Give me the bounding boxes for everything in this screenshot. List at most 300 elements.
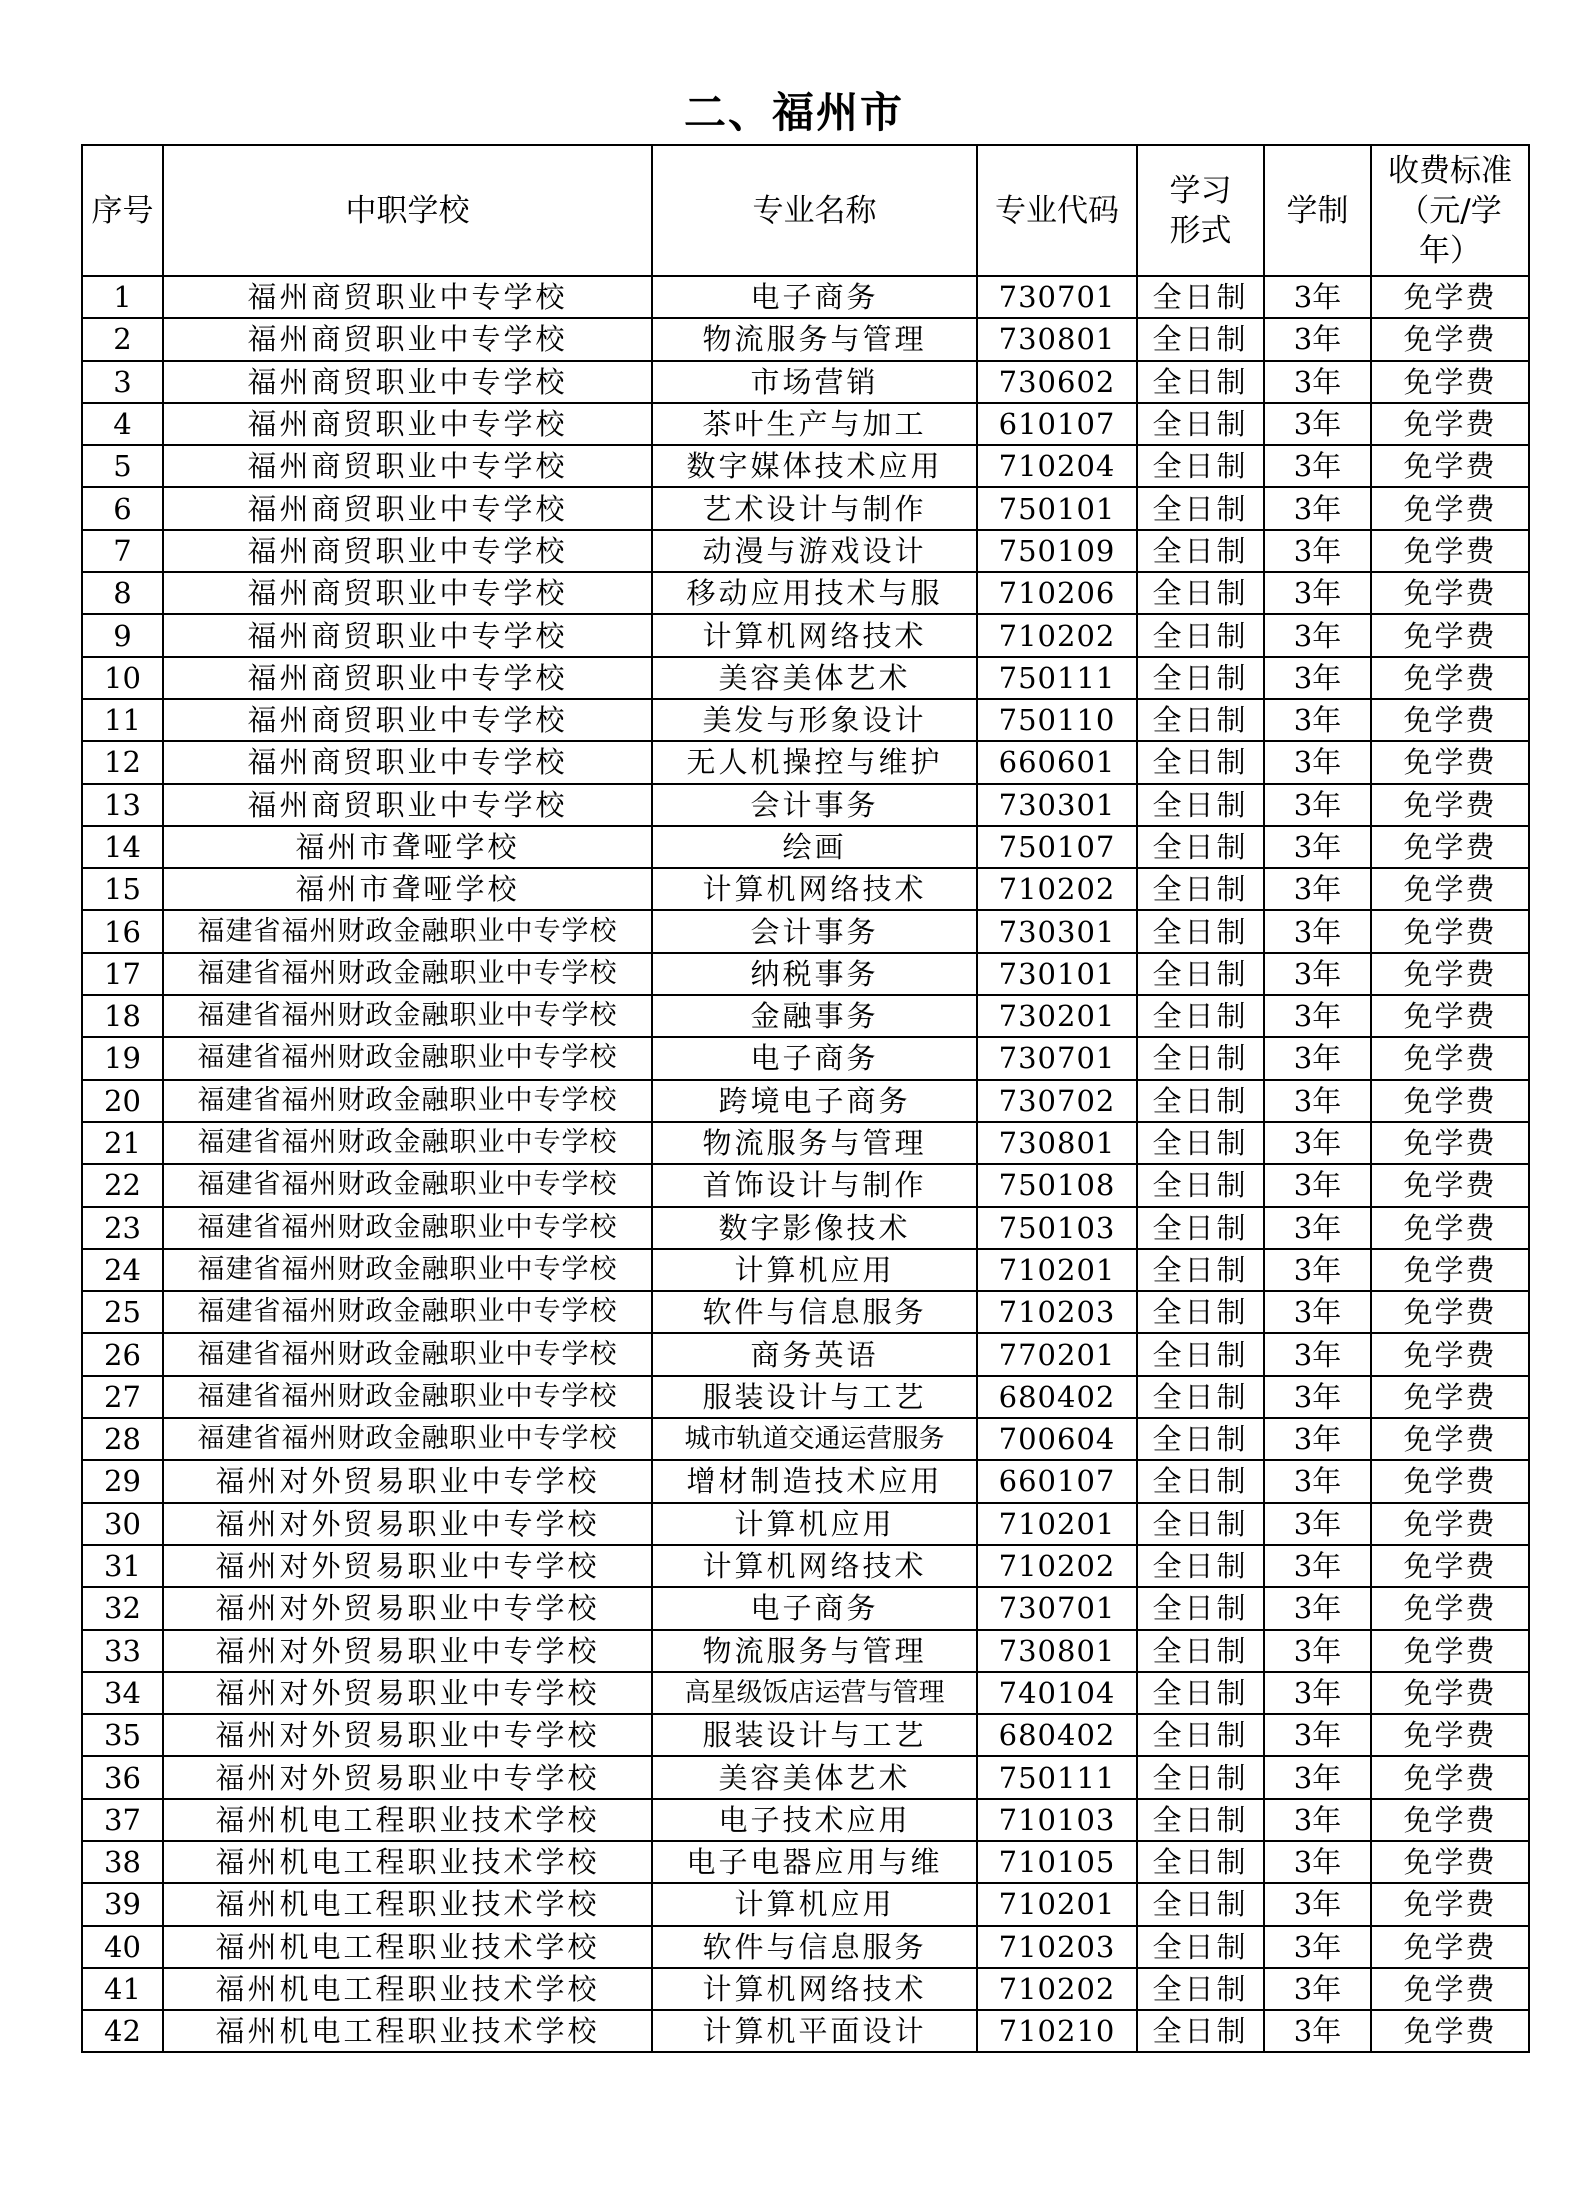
cell-major: 跨境电子商务 xyxy=(652,1080,977,1122)
cell-fee: 免学费 xyxy=(1371,276,1529,318)
cell-school: 福建省福州财政金融职业中专学校 xyxy=(163,995,652,1037)
cell-fee: 免学费 xyxy=(1371,1926,1529,1968)
cell-mode: 全日制 xyxy=(1137,445,1264,487)
table-row xyxy=(82,1545,1529,1587)
cell-major: 茶叶生产与加工 xyxy=(652,403,977,445)
cell-major: 服装设计与工艺 xyxy=(652,1376,977,1418)
table-row xyxy=(82,1799,1529,1841)
cell-years: 3年 xyxy=(1264,1164,1371,1206)
cell-fee: 免学费 xyxy=(1371,1630,1529,1672)
cell-no: 1 xyxy=(82,276,163,318)
cell-code: 750107 xyxy=(977,826,1137,868)
table-row xyxy=(82,572,1529,614)
table-row xyxy=(82,1164,1529,1206)
cell-mode: 全日制 xyxy=(1137,741,1264,783)
cell-mode: 全日制 xyxy=(1137,1714,1264,1756)
cell-fee: 免学费 xyxy=(1371,1122,1529,1164)
cell-major: 电子技术应用 xyxy=(652,1799,977,1841)
cell-code: 710204 xyxy=(977,445,1137,487)
table-row xyxy=(82,276,1529,318)
cell-mode: 全日制 xyxy=(1137,1249,1264,1291)
cell-no: 22 xyxy=(82,1164,163,1206)
cell-years: 3年 xyxy=(1264,1968,1371,2010)
table-row xyxy=(82,1333,1529,1375)
cell-fee: 免学费 xyxy=(1371,1460,1529,1502)
table-row xyxy=(82,1376,1529,1418)
cell-code: 730701 xyxy=(977,1587,1137,1629)
cell-years: 3年 xyxy=(1264,614,1371,656)
cell-school: 福州商贸职业中专学校 xyxy=(163,445,652,487)
cell-school: 福州市聋哑学校 xyxy=(163,826,652,868)
cell-years: 3年 xyxy=(1264,1503,1371,1545)
cell-years: 3年 xyxy=(1264,1037,1371,1079)
cell-fee: 免学费 xyxy=(1371,1037,1529,1079)
cell-major: 增材制造技术应用 xyxy=(652,1460,977,1502)
cell-school: 福建省福州财政金融职业中专学校 xyxy=(163,1037,652,1079)
cell-code: 610107 xyxy=(977,403,1137,445)
table-row xyxy=(82,1672,1529,1714)
cell-fee: 免学费 xyxy=(1371,614,1529,656)
cell-major: 城市轨道交通运营服务 xyxy=(652,1418,977,1460)
cell-mode: 全日制 xyxy=(1137,1080,1264,1122)
cell-school: 福州机电工程职业技术学校 xyxy=(163,1883,652,1925)
cell-mode: 全日制 xyxy=(1137,2010,1264,2052)
cell-years: 3年 xyxy=(1264,445,1371,487)
cell-major: 计算机网络技术 xyxy=(652,614,977,656)
cell-no: 21 xyxy=(82,1122,163,1164)
cell-school: 福州对外贸易职业中专学校 xyxy=(163,1756,652,1798)
cell-fee: 免学费 xyxy=(1371,530,1529,572)
table-row xyxy=(82,741,1529,783)
header-major: 专业名称 xyxy=(652,145,977,276)
page-title: 二、福州市 xyxy=(683,88,904,137)
cell-fee: 免学费 xyxy=(1371,1841,1529,1883)
cell-mode: 全日制 xyxy=(1137,657,1264,699)
table-row xyxy=(82,1587,1529,1629)
cell-no: 37 xyxy=(82,1799,163,1841)
cell-major: 电子电器应用与维 xyxy=(652,1841,977,1883)
cell-school: 福建省福州财政金融职业中专学校 xyxy=(163,953,652,995)
cell-major: 动漫与游戏设计 xyxy=(652,530,977,572)
cell-no: 10 xyxy=(82,657,163,699)
cell-no: 6 xyxy=(82,487,163,529)
table-row xyxy=(82,1418,1529,1460)
cell-fee: 免学费 xyxy=(1371,572,1529,614)
cell-mode: 全日制 xyxy=(1137,1460,1264,1502)
cell-code: 750101 xyxy=(977,487,1137,529)
cell-code: 750109 xyxy=(977,530,1137,572)
cell-no: 19 xyxy=(82,1037,163,1079)
cell-code: 750110 xyxy=(977,699,1137,741)
cell-years: 3年 xyxy=(1264,657,1371,699)
cell-major: 计算机平面设计 xyxy=(652,2010,977,2052)
cell-years: 3年 xyxy=(1264,995,1371,1037)
cell-mode: 全日制 xyxy=(1137,1207,1264,1249)
cell-no: 18 xyxy=(82,995,163,1037)
table-row xyxy=(82,995,1529,1037)
cell-major: 市场营销 xyxy=(652,361,977,403)
cell-no: 24 xyxy=(82,1249,163,1291)
cell-years: 3年 xyxy=(1264,1545,1371,1587)
header-years: 学制 xyxy=(1264,145,1371,276)
cell-years: 3年 xyxy=(1264,361,1371,403)
cell-code: 710210 xyxy=(977,2010,1137,2052)
cell-fee: 免学费 xyxy=(1371,318,1529,360)
cell-no: 30 xyxy=(82,1503,163,1545)
cell-mode: 全日制 xyxy=(1137,1756,1264,1798)
cell-no: 38 xyxy=(82,1841,163,1883)
cell-code: 730801 xyxy=(977,1630,1137,1672)
cell-fee: 免学费 xyxy=(1371,1418,1529,1460)
cell-code: 730201 xyxy=(977,995,1137,1037)
cell-years: 3年 xyxy=(1264,276,1371,318)
cell-major: 计算机网络技术 xyxy=(652,1545,977,1587)
cell-fee: 免学费 xyxy=(1371,910,1529,952)
cell-years: 3年 xyxy=(1264,1799,1371,1841)
cell-fee: 免学费 xyxy=(1371,741,1529,783)
cell-mode: 全日制 xyxy=(1137,614,1264,656)
cell-fee: 免学费 xyxy=(1371,1799,1529,1841)
cell-school: 福州商贸职业中专学校 xyxy=(163,318,652,360)
table-row xyxy=(82,445,1529,487)
cell-no: 9 xyxy=(82,614,163,656)
cell-code: 730301 xyxy=(977,784,1137,826)
cell-years: 3年 xyxy=(1264,1587,1371,1629)
cell-years: 3年 xyxy=(1264,1376,1371,1418)
cell-fee: 免学费 xyxy=(1371,1080,1529,1122)
table-row xyxy=(82,1291,1529,1333)
cell-school: 福州机电工程职业技术学校 xyxy=(163,1968,652,2010)
cell-code: 730301 xyxy=(977,910,1137,952)
cell-fee: 免学费 xyxy=(1371,1503,1529,1545)
cell-mode: 全日制 xyxy=(1137,530,1264,572)
cell-code: 730702 xyxy=(977,1080,1137,1122)
cell-school: 福州对外贸易职业中专学校 xyxy=(163,1714,652,1756)
table-row xyxy=(82,487,1529,529)
table-row xyxy=(82,1883,1529,1925)
cell-major: 电子商务 xyxy=(652,1037,977,1079)
cell-major: 软件与信息服务 xyxy=(652,1926,977,1968)
cell-no: 16 xyxy=(82,910,163,952)
table-row xyxy=(82,530,1529,572)
cell-fee: 免学费 xyxy=(1371,1291,1529,1333)
cell-school: 福州机电工程职业技术学校 xyxy=(163,1799,652,1841)
cell-school: 福建省福州财政金融职业中专学校 xyxy=(163,1333,652,1375)
cell-school: 福州市聋哑学校 xyxy=(163,868,652,910)
table-row xyxy=(82,1503,1529,1545)
cell-fee: 免学费 xyxy=(1371,2010,1529,2052)
cell-major: 物流服务与管理 xyxy=(652,1122,977,1164)
cell-major: 计算机网络技术 xyxy=(652,1968,977,2010)
cell-code: 710105 xyxy=(977,1841,1137,1883)
cell-no: 42 xyxy=(82,2010,163,2052)
cell-school: 福州商贸职业中专学校 xyxy=(163,487,652,529)
cell-code: 770201 xyxy=(977,1333,1137,1375)
cell-no: 34 xyxy=(82,1672,163,1714)
cell-mode: 全日制 xyxy=(1137,910,1264,952)
cell-no: 41 xyxy=(82,1968,163,2010)
cell-school: 福州商贸职业中专学校 xyxy=(163,530,652,572)
table-row xyxy=(82,784,1529,826)
cell-years: 3年 xyxy=(1264,699,1371,741)
cell-major: 物流服务与管理 xyxy=(652,1630,977,1672)
cell-fee: 免学费 xyxy=(1371,784,1529,826)
cell-mode: 全日制 xyxy=(1137,1672,1264,1714)
cell-code: 710103 xyxy=(977,1799,1137,1841)
cell-major: 高星级饭店运营与管理 xyxy=(652,1672,977,1714)
cell-major: 电子商务 xyxy=(652,1587,977,1629)
cell-no: 14 xyxy=(82,826,163,868)
table-row xyxy=(82,403,1529,445)
cell-no: 40 xyxy=(82,1926,163,1968)
cell-fee: 免学费 xyxy=(1371,1164,1529,1206)
cell-code: 660601 xyxy=(977,741,1137,783)
cell-school: 福州商贸职业中专学校 xyxy=(163,614,652,656)
table-row xyxy=(82,1968,1529,2010)
cell-major: 商务英语 xyxy=(652,1333,977,1375)
cell-school: 福建省福州财政金融职业中专学校 xyxy=(163,1164,652,1206)
header-fee: 收费标准（元/学年） xyxy=(1371,145,1529,276)
cell-no: 5 xyxy=(82,445,163,487)
cell-major: 移动应用技术与服 xyxy=(652,572,977,614)
cell-mode: 全日制 xyxy=(1137,995,1264,1037)
cell-major: 计算机应用 xyxy=(652,1503,977,1545)
cell-school: 福州对外贸易职业中专学校 xyxy=(163,1503,652,1545)
table-row xyxy=(82,2010,1529,2052)
cell-code: 730801 xyxy=(977,1122,1137,1164)
header-code: 专业代码 xyxy=(977,145,1137,276)
cell-no: 29 xyxy=(82,1460,163,1502)
cell-code: 730701 xyxy=(977,276,1137,318)
cell-code: 710203 xyxy=(977,1926,1137,1968)
cell-major: 计算机网络技术 xyxy=(652,868,977,910)
cell-no: 13 xyxy=(82,784,163,826)
cell-major: 会计事务 xyxy=(652,784,977,826)
cell-mode: 全日制 xyxy=(1137,318,1264,360)
cell-no: 25 xyxy=(82,1291,163,1333)
cell-fee: 免学费 xyxy=(1371,1545,1529,1587)
cell-mode: 全日制 xyxy=(1137,1333,1264,1375)
cell-no: 33 xyxy=(82,1630,163,1672)
cell-mode: 全日制 xyxy=(1137,1545,1264,1587)
cell-code: 710201 xyxy=(977,1503,1137,1545)
cell-mode: 全日制 xyxy=(1137,361,1264,403)
table-row xyxy=(82,361,1529,403)
cell-code: 660107 xyxy=(977,1460,1137,1502)
cell-years: 3年 xyxy=(1264,1630,1371,1672)
cell-code: 750111 xyxy=(977,657,1137,699)
cell-major: 计算机应用 xyxy=(652,1249,977,1291)
cell-no: 39 xyxy=(82,1883,163,1925)
cell-years: 3年 xyxy=(1264,1714,1371,1756)
cell-years: 3年 xyxy=(1264,1672,1371,1714)
header-school: 中职学校 xyxy=(163,145,652,276)
cell-major: 物流服务与管理 xyxy=(652,318,977,360)
cell-mode: 全日制 xyxy=(1137,953,1264,995)
cell-major: 艺术设计与制作 xyxy=(652,487,977,529)
cell-mode: 全日制 xyxy=(1137,1841,1264,1883)
cell-mode: 全日制 xyxy=(1137,1587,1264,1629)
table-row xyxy=(82,1207,1529,1249)
cell-code: 730602 xyxy=(977,361,1137,403)
cell-school: 福建省福州财政金融职业中专学校 xyxy=(163,910,652,952)
cell-school: 福州商贸职业中专学校 xyxy=(163,699,652,741)
table-row xyxy=(82,868,1529,910)
cell-school: 福州商贸职业中专学校 xyxy=(163,657,652,699)
cell-mode: 全日制 xyxy=(1137,403,1264,445)
cell-fee: 免学费 xyxy=(1371,995,1529,1037)
cell-mode: 全日制 xyxy=(1137,868,1264,910)
table-row xyxy=(82,1714,1529,1756)
table-row xyxy=(82,1460,1529,1502)
cell-years: 3年 xyxy=(1264,1207,1371,1249)
cell-code: 730801 xyxy=(977,318,1137,360)
cell-major: 金融事务 xyxy=(652,995,977,1037)
cell-years: 3年 xyxy=(1264,1460,1371,1502)
cell-mode: 全日制 xyxy=(1137,1291,1264,1333)
cell-mode: 全日制 xyxy=(1137,826,1264,868)
cell-no: 15 xyxy=(82,868,163,910)
cell-school: 福州商贸职业中专学校 xyxy=(163,403,652,445)
cell-years: 3年 xyxy=(1264,530,1371,572)
cell-fee: 免学费 xyxy=(1371,1587,1529,1629)
cell-years: 3年 xyxy=(1264,826,1371,868)
cell-school: 福州机电工程职业技术学校 xyxy=(163,1841,652,1883)
cell-school: 福州机电工程职业技术学校 xyxy=(163,2010,652,2052)
cell-fee: 免学费 xyxy=(1371,1376,1529,1418)
cell-mode: 全日制 xyxy=(1137,1376,1264,1418)
cell-years: 3年 xyxy=(1264,1883,1371,1925)
cell-school: 福州对外贸易职业中专学校 xyxy=(163,1460,652,1502)
cell-no: 17 xyxy=(82,953,163,995)
cell-code: 730701 xyxy=(977,1037,1137,1079)
cell-fee: 免学费 xyxy=(1371,1249,1529,1291)
cell-school: 福州商贸职业中专学校 xyxy=(163,572,652,614)
cell-years: 3年 xyxy=(1264,487,1371,529)
cell-code: 700604 xyxy=(977,1418,1137,1460)
table-row xyxy=(82,1037,1529,1079)
cell-code: 710202 xyxy=(977,614,1137,656)
cell-code: 680402 xyxy=(977,1714,1137,1756)
cell-years: 3年 xyxy=(1264,1122,1371,1164)
table-row xyxy=(82,1756,1529,1798)
cell-no: 28 xyxy=(82,1418,163,1460)
cell-no: 36 xyxy=(82,1756,163,1798)
header-mode: 学习形式 xyxy=(1137,145,1264,276)
cell-major: 绘画 xyxy=(652,826,977,868)
cell-code: 710202 xyxy=(977,1968,1137,2010)
header-row xyxy=(82,145,1529,276)
cell-mode: 全日制 xyxy=(1137,1503,1264,1545)
cell-major: 美容美体艺术 xyxy=(652,657,977,699)
cell-years: 3年 xyxy=(1264,868,1371,910)
cell-mode: 全日制 xyxy=(1137,1799,1264,1841)
cell-major: 软件与信息服务 xyxy=(652,1291,977,1333)
cell-fee: 免学费 xyxy=(1371,1333,1529,1375)
cell-school: 福建省福州财政金融职业中专学校 xyxy=(163,1122,652,1164)
cell-school: 福州商贸职业中专学校 xyxy=(163,276,652,318)
table-row xyxy=(82,1630,1529,1672)
cell-mode: 全日制 xyxy=(1137,1926,1264,1968)
cell-no: 23 xyxy=(82,1207,163,1249)
fee-table xyxy=(81,144,1530,2053)
cell-no: 31 xyxy=(82,1545,163,1587)
cell-no: 4 xyxy=(82,403,163,445)
table-row xyxy=(82,1122,1529,1164)
cell-years: 3年 xyxy=(1264,1841,1371,1883)
cell-school: 福建省福州财政金融职业中专学校 xyxy=(163,1080,652,1122)
cell-fee: 免学费 xyxy=(1371,1756,1529,1798)
cell-fee: 免学费 xyxy=(1371,403,1529,445)
cell-fee: 免学费 xyxy=(1371,826,1529,868)
cell-mode: 全日制 xyxy=(1137,1164,1264,1206)
cell-mode: 全日制 xyxy=(1137,276,1264,318)
cell-years: 3年 xyxy=(1264,318,1371,360)
cell-no: 8 xyxy=(82,572,163,614)
table-row xyxy=(82,614,1529,656)
cell-fee: 免学费 xyxy=(1371,1672,1529,1714)
cell-no: 11 xyxy=(82,699,163,741)
cell-school: 福建省福州财政金融职业中专学校 xyxy=(163,1376,652,1418)
cell-school: 福建省福州财政金融职业中专学校 xyxy=(163,1249,652,1291)
cell-code: 740104 xyxy=(977,1672,1137,1714)
cell-years: 3年 xyxy=(1264,1249,1371,1291)
cell-years: 3年 xyxy=(1264,1756,1371,1798)
cell-mode: 全日制 xyxy=(1137,1883,1264,1925)
cell-major: 纳税事务 xyxy=(652,953,977,995)
table-row xyxy=(82,699,1529,741)
cell-code: 710201 xyxy=(977,1883,1137,1925)
cell-fee: 免学费 xyxy=(1371,1883,1529,1925)
table-row xyxy=(82,318,1529,360)
cell-school: 福州对外贸易职业中专学校 xyxy=(163,1587,652,1629)
cell-years: 3年 xyxy=(1264,2010,1371,2052)
cell-school: 福州商贸职业中专学校 xyxy=(163,361,652,403)
cell-school: 福州对外贸易职业中专学校 xyxy=(163,1545,652,1587)
cell-mode: 全日制 xyxy=(1137,699,1264,741)
cell-years: 3年 xyxy=(1264,1291,1371,1333)
cell-school: 福建省福州财政金融职业中专学校 xyxy=(163,1291,652,1333)
cell-fee: 免学费 xyxy=(1371,953,1529,995)
cell-years: 3年 xyxy=(1264,910,1371,952)
cell-major: 服装设计与工艺 xyxy=(652,1714,977,1756)
cell-school: 福建省福州财政金融职业中专学校 xyxy=(163,1207,652,1249)
cell-years: 3年 xyxy=(1264,953,1371,995)
cell-fee: 免学费 xyxy=(1371,1968,1529,2010)
cell-school: 福州商贸职业中专学校 xyxy=(163,741,652,783)
cell-school: 福州对外贸易职业中专学校 xyxy=(163,1630,652,1672)
cell-years: 3年 xyxy=(1264,1418,1371,1460)
cell-mode: 全日制 xyxy=(1137,1630,1264,1672)
cell-years: 3年 xyxy=(1264,572,1371,614)
cell-no: 7 xyxy=(82,530,163,572)
cell-fee: 免学费 xyxy=(1371,1714,1529,1756)
cell-school: 福州商贸职业中专学校 xyxy=(163,784,652,826)
cell-years: 3年 xyxy=(1264,1926,1371,1968)
table-row xyxy=(82,1926,1529,1968)
cell-fee: 免学费 xyxy=(1371,699,1529,741)
table-row xyxy=(82,953,1529,995)
header-no: 序号 xyxy=(82,145,163,276)
cell-major: 数字影像技术 xyxy=(652,1207,977,1249)
cell-no: 27 xyxy=(82,1376,163,1418)
cell-code: 710203 xyxy=(977,1291,1137,1333)
table-row xyxy=(82,1080,1529,1122)
cell-fee: 免学费 xyxy=(1371,868,1529,910)
cell-major: 美容美体艺术 xyxy=(652,1756,977,1798)
table-row xyxy=(82,826,1529,868)
table-row xyxy=(82,657,1529,699)
